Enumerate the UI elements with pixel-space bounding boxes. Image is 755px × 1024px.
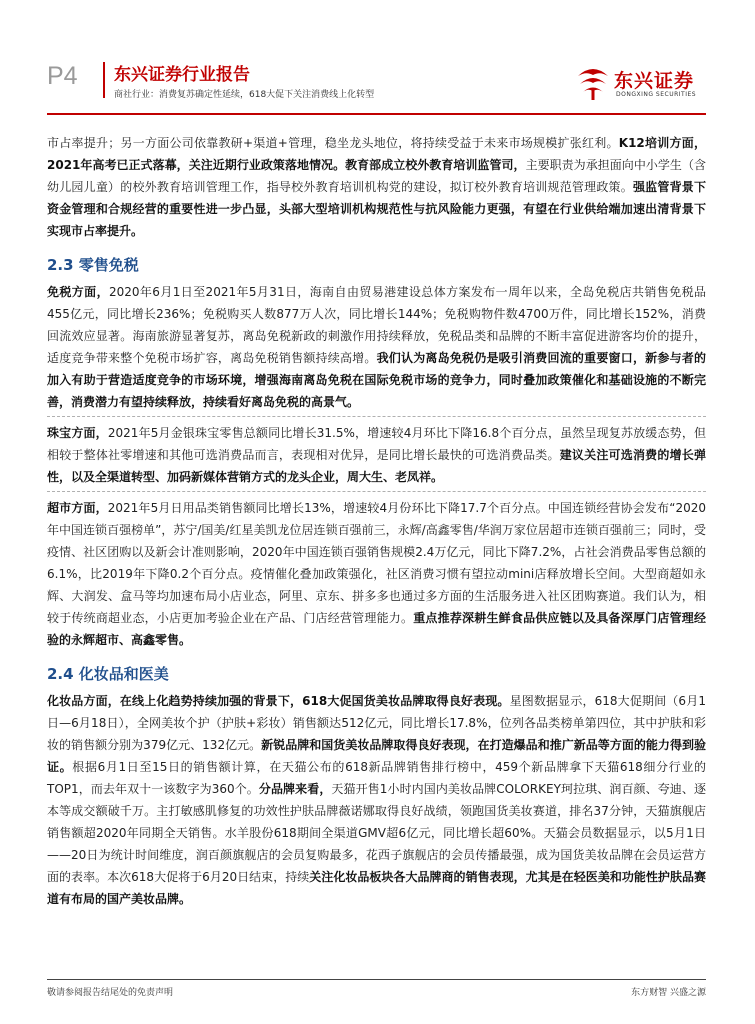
logo-mark-icon [574, 62, 612, 102]
text: 2021年5月日用品类销售额同比增长13%，增速较4月份环比下降17.7个百分点。中国连锁经营协会发布“2020年中国连锁百强榜单”，苏宁/国美/红星美凯龙位居连锁百强前三，永辉/高鑫零售/华润万家位居超市连锁百强前三；同时，受疫情、社区团购以及新会计准则影响，2020年中国连锁百强销售规模2.4万亿元，同比下降7.2%，占社会消费品零售总额的6.1%，比2019年下降0.2个百分点。疫情催化叠加政策强化，社区消费习惯有望拉动mini店释放增长空间。大型商超如永辉、大润发、盒马等均加速布局小店业态，阿里、京东、拼多多也通过多方面的生活服务进入社区团购赛道。我们认为，相较于传统商超业态，小店更加考验企业在产品、门店经营管理能力。 [47, 501, 706, 625]
text: 主要职责为承担面向中小学生（含幼儿园儿童）的校外教育培训管理工作，指导校外教育培训机构党的建设，拟订校外教育培训规范管理政策。 [47, 158, 706, 194]
bold-text: 建议关注可选消费的增长弹性，以及全渠道转型、加码新媒体营销方式的龙头企业，周大生、老凤祥。 [47, 448, 706, 484]
bold-text: 我们认为离岛免税仍是吸引消费回流的重要窗口，新参与者的加入有助于营造适度竞争的市场环境，增强海南离岛免税在国际免税市场的竞争力，同时叠加政策催化和基础设施的不断完善，消费潜力有望持续释放，持续看好离岛免税的高景气。 [47, 351, 706, 409]
paragraph-duty-free [47, 281, 706, 413]
paragraph-education [47, 132, 706, 242]
bold-text: 重点推荐深耕生鲜食品供应链以及具备深厚门店管理经验的永辉超市、高鑫零售。 [47, 611, 706, 647]
paragraph-jewelry [47, 422, 706, 488]
report-subtitle: 商社行业：消费复苏确定性延续，618大促下关注消费线上化转型 [114, 90, 375, 100]
logo-text: 东兴证券 [614, 70, 695, 92]
footer-rule [47, 979, 706, 980]
bold-text: 强监管背景下资金管理和合规经营的重要性进一步凸显，头部大型培训机构规范性与抗风险能力更强，有望在行业供给端加速出清背景下实现市占率提升。 [47, 180, 706, 238]
text: 2020年6月1日至2021年5月31日，海南自由贸易港建设总体方案发布一周年以来，全岛免税店共销售免税品455亿元，同比增长236%；免税购买人数877万人次，同比增长144%；免税购物件数4700万件，同比增长152%，消费回流效应显著。海南旅游显著复苏，离岛免税新政的刺激作用持续释放，免税品类和品牌的不断丰富促进游客均价的提升，适度竞争带来整个免税市场扩容，离岛免税销售额持续高增。 [47, 285, 706, 365]
logo-subtext: DONGXING SECURITIES [616, 91, 697, 98]
text: 天猫开售1小时内国内美妆品牌COLORKEY珂拉琪、润百颜、夸迪、逐本等成交额破千万。主打敏感肌修复的功效性护肤品牌薇诺娜取得良好战绩，领跑国货美妆赛道，排名37分钟，天猫旗舰店销售额超2020年同期全天销售。水羊股份618期间全渠道GMV超6亿元，同比增长超60%。天猫会员数据显示，以5月1日——20日为统计时间维度，润百颜旗舰店的会员复购最多，花西子旗舰店的会员传播最强，成为国货美妆品牌在会员运营方面的表率。本次618大促将于6月20日结束，持续 [47, 782, 706, 884]
header-rule [47, 113, 706, 115]
page-number: P4 [47, 62, 78, 90]
paragraph-cosmetics [47, 690, 706, 910]
bold-text: 化妆品方面，在线上化趋势持续加强的背景下，618大促国货美妆品牌取得良好表现。 [47, 694, 510, 708]
text: 市占率提升；另一方面公司依靠教研+渠道+管理，稳坐龙头地位，将持续受益于未来市场规模扩张红利。 [47, 136, 619, 150]
section-heading-cosmetics: 2.4 化妆品和医美 [47, 665, 169, 683]
report-body [47, 132, 706, 910]
company-logo [574, 60, 704, 104]
text: 星图数据显示，618大促期间（6月1日—6月18日），全网美妆个护（护肤+彩妆）销售额达512亿元，同比增长17.8%，位列各品类榜单第四位，其中护肤和彩妆的销售额分别为379亿元、132亿元。 [47, 694, 706, 752]
text: 根据6月1日至15日的销售额计算，在天猫公布的618新品牌销售排行榜中，459个新品牌拿下天猫618细分行业的TOP1，而去年双十一该数字为360个。 [47, 760, 706, 796]
bold-text: 免税方面， [47, 285, 109, 299]
disclaimer-note: 敬请参阅报告结尾处的免责声明 [47, 988, 174, 998]
paragraph-divider [47, 491, 706, 492]
paragraph-supermarket [47, 497, 706, 651]
page-header [0, 0, 755, 120]
bold-text: 新锐品牌和国货美妆品牌取得良好表现，在打造爆品和推广新品等方面的能力得到验证。 [47, 738, 706, 774]
section-heading-retail: 2.3 零售免税 [47, 256, 139, 274]
report-title: 东兴证券行业报告 [114, 65, 250, 85]
bold-text: 关注化妆品板块各大品牌商的销售表现，尤其是在轻医美和功能性护肤品赛道有布局的国产美妆品牌。 [47, 870, 706, 906]
bold-text: 珠宝方面， [47, 426, 108, 440]
text: 2021年5月金银珠宝零售总额同比增长31.5%，增速较4月环比下降16.8个百分点，虽然呈现复苏放缓态势，但相较于整体社零增速和其他可选消费品而言，表现相对优异，是同比增长最快的可选消费品类。 [47, 426, 706, 462]
bold-text: 分品牌来看， [258, 782, 332, 796]
header-divider [103, 62, 105, 98]
footer-slogan: 东方财智 兴盛之源 [631, 988, 706, 998]
bold-text: 超市方面， [47, 501, 108, 515]
bold-text: K12培训方面，2021年高考已正式落幕，关注近期行业政策落地情况。教育部成立校外教育培训监管司， [47, 136, 707, 172]
paragraph-divider [47, 416, 706, 417]
